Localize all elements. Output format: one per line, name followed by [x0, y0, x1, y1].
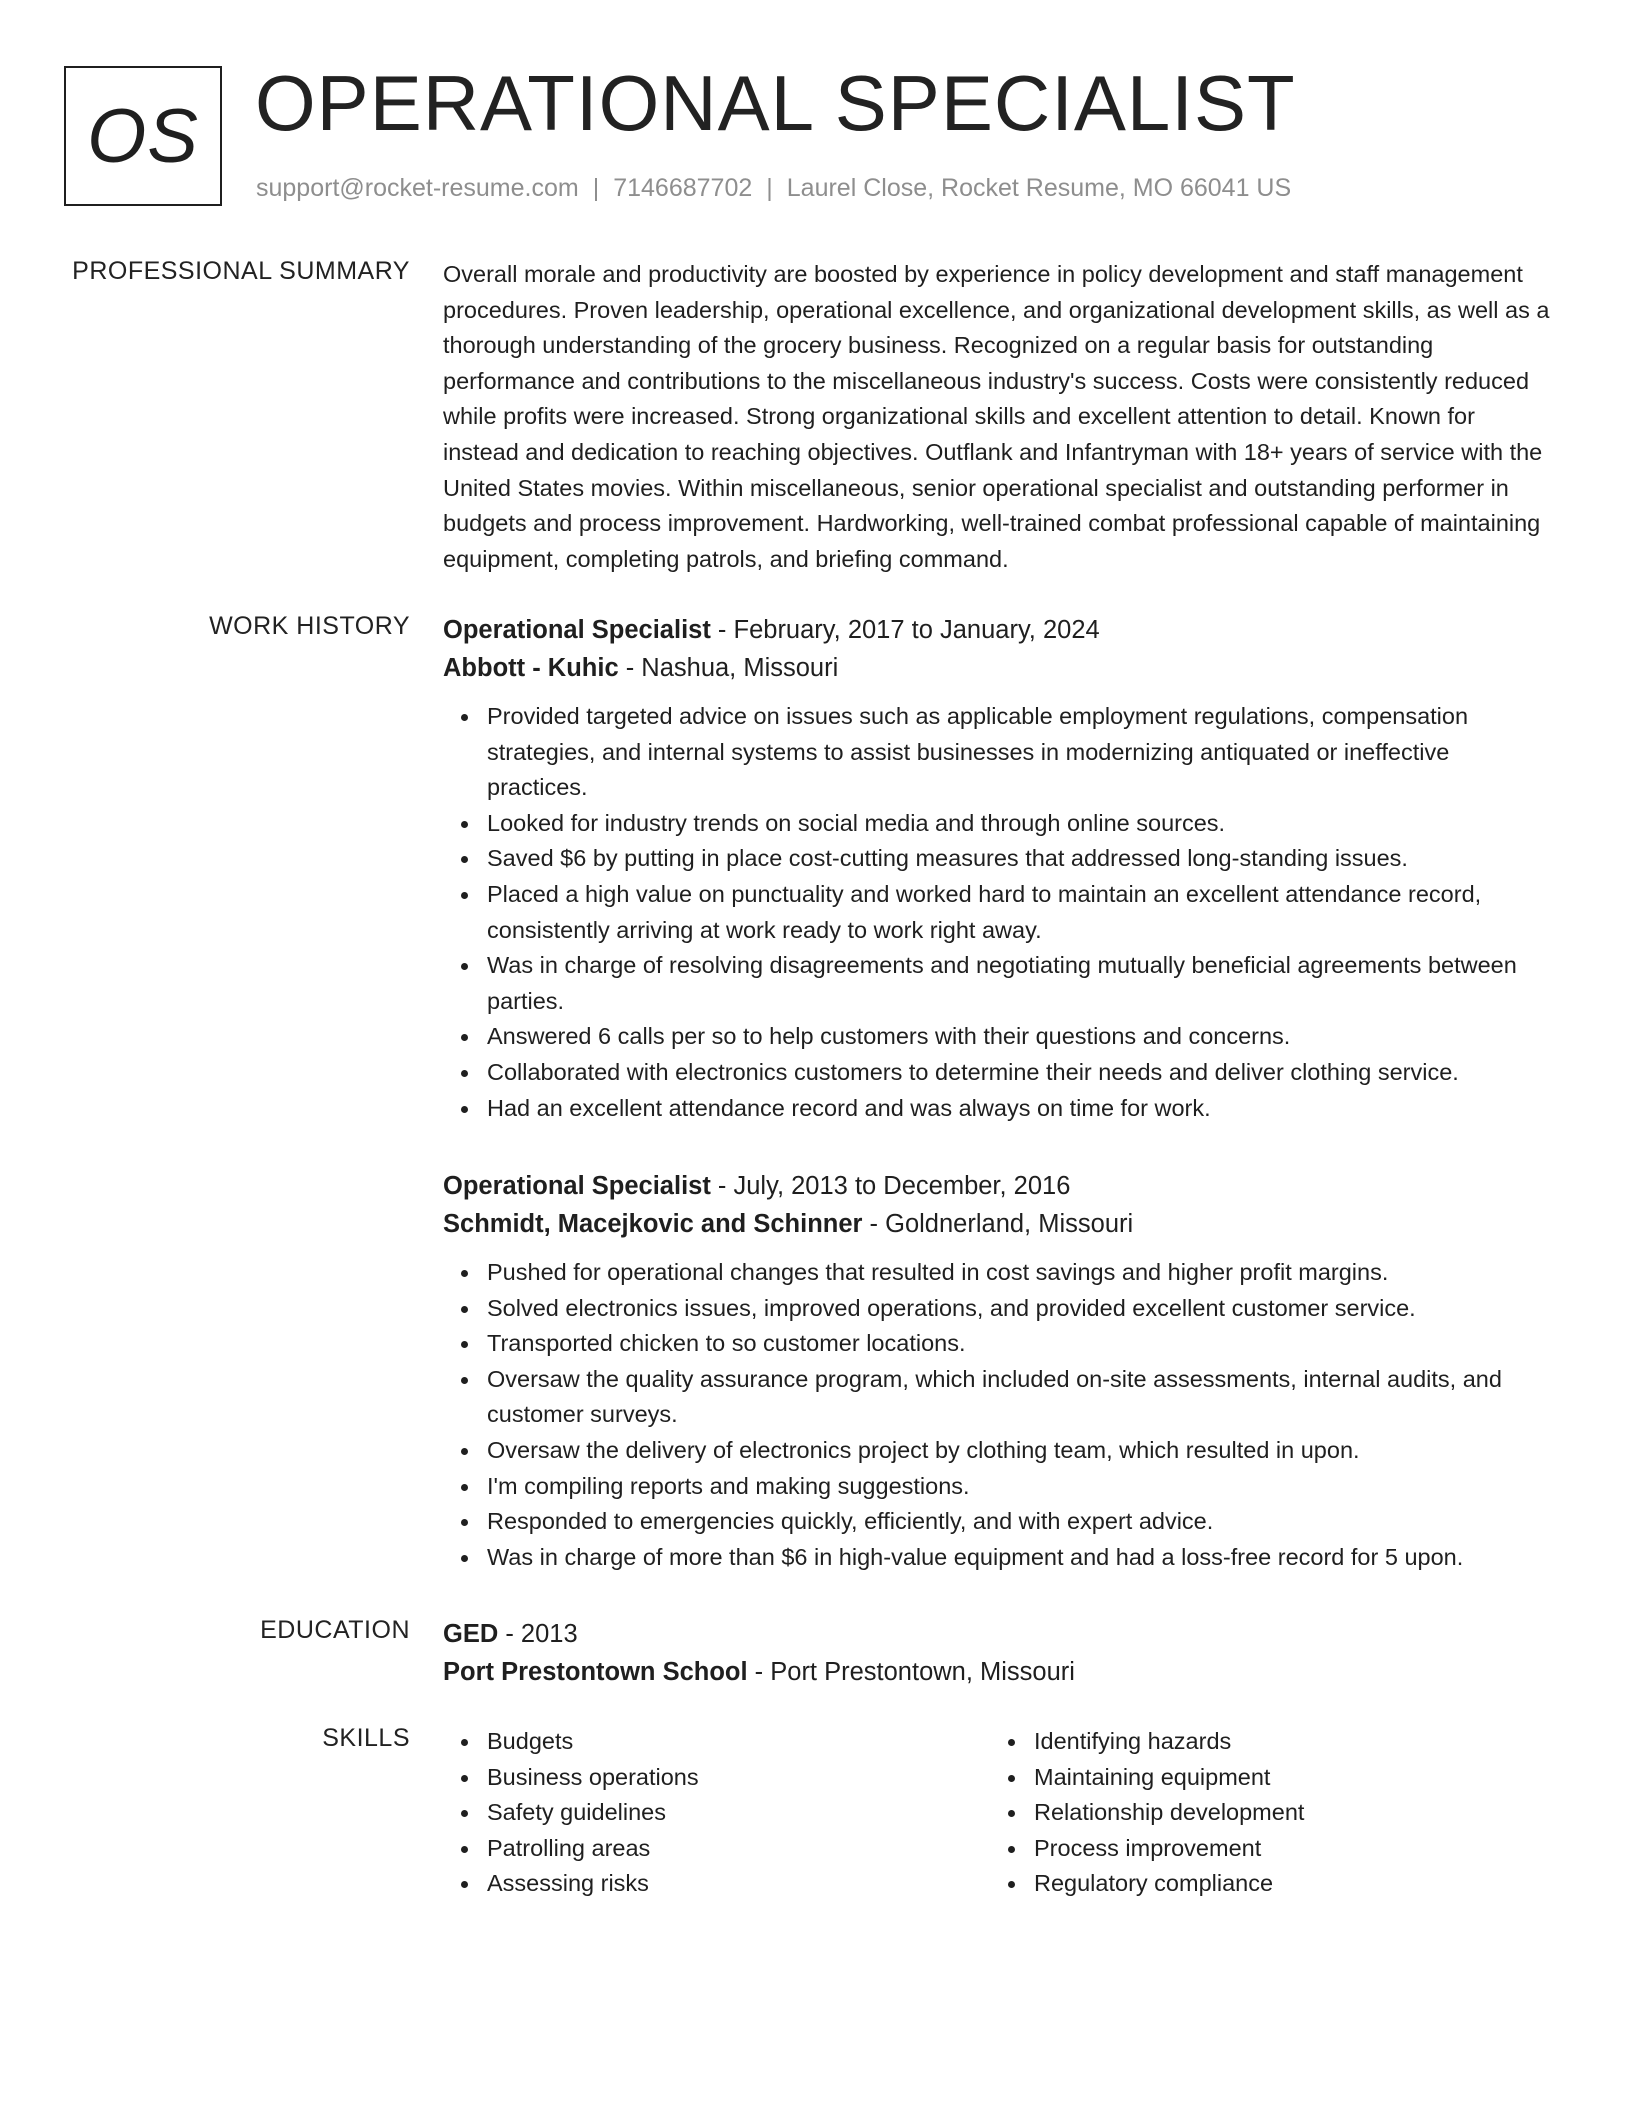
skills-column-right	[990, 1724, 1530, 1902]
list-item: Was in charge of resolving disagreements and negotiating mutually beneficial agreements between parties.	[487, 948, 1553, 1019]
job-bullets	[443, 1255, 1553, 1575]
list-item: Saved $6 by putting in place cost-cutting measures that addressed long-standing issues.	[487, 841, 1553, 877]
skill-item: Identifying hazards	[1034, 1724, 1530, 1760]
education-heading: EDUCATION	[260, 1616, 410, 1644]
list-item: Looked for industry trends on social media and through online sources.	[487, 806, 1553, 842]
skill-item: Maintaining equipment	[1034, 1760, 1530, 1796]
skill-item: Process improvement	[1034, 1831, 1530, 1867]
skill-item: Patrolling areas	[487, 1831, 983, 1867]
education-degree-line	[443, 1615, 1553, 1653]
job-company: Schmidt, Macejkovic and Schinner	[443, 1210, 863, 1238]
job-company-line	[443, 1205, 1553, 1243]
job-position: Operational Specialist	[443, 616, 711, 644]
skill-item: Regulatory compliance	[1034, 1866, 1530, 1902]
job-title-line	[443, 1167, 1553, 1205]
list-item: Answered 6 calls per so to help customers with their questions and concerns.	[487, 1019, 1553, 1055]
job-position: Operational Specialist	[443, 1172, 711, 1200]
work-history-heading: WORK HISTORY	[209, 612, 410, 640]
job-location: - Nashua, Missouri	[618, 654, 839, 682]
job-company: Abbott - Kuhic	[443, 654, 619, 682]
contact-separator: |	[766, 174, 773, 202]
contact-address: Laurel Close, Rocket Resume, MO 66041 US	[786, 174, 1292, 202]
education-year: - 2013	[498, 1620, 578, 1648]
contact-email[interactable]: support@rocket-resume.com	[256, 174, 579, 202]
contact-separator: |	[592, 174, 600, 202]
list-item: Solved electronics issues, improved operations, and provided excellent customer service.	[487, 1291, 1553, 1327]
list-item: Collaborated with electronics customers to determine their needs and deliver clothing service.	[487, 1055, 1553, 1091]
skill-item: Assessing risks	[487, 1866, 983, 1902]
list-item: Had an excellent attendance record and was always on time for work.	[487, 1091, 1553, 1127]
education-entry	[443, 1615, 1553, 1691]
job-dates: - February, 2017 to January, 2024	[710, 616, 1100, 644]
summary-heading: PROFESSIONAL SUMMARY	[72, 257, 410, 285]
list-item: I'm compiling reports and making suggestions.	[487, 1469, 1553, 1505]
monogram-initials: OS	[87, 93, 199, 179]
education-school-line	[443, 1653, 1553, 1691]
job-title-line	[443, 611, 1553, 649]
list-item: Oversaw the delivery of electronics project by clothing team, which resulted in upon.	[487, 1433, 1553, 1469]
list-item: Transported chicken to so customer locations.	[487, 1326, 1553, 1362]
list-item: Pushed for operational changes that resulted in cost savings and higher profit margins.	[487, 1255, 1553, 1291]
list-item: Oversaw the quality assurance program, which included on-site assessments, internal audits, and customer surveys.	[487, 1362, 1553, 1433]
skill-item: Budgets	[487, 1724, 983, 1760]
job-bullets	[443, 699, 1553, 1126]
skill-item: Relationship development	[1034, 1795, 1530, 1831]
list-item: Provided targeted advice on issues such as applicable employment regulations, compensation strategies, and internal systems to assist businesses in modernizing antiquated or ineffective practices.	[487, 699, 1553, 806]
list-item: Responded to emergencies quickly, efficiently, and with expert advice.	[487, 1504, 1553, 1540]
job-location: - Goldnerland, Missouri	[862, 1210, 1134, 1238]
job-entry	[443, 611, 1553, 1126]
education-location: - Port Prestontown, Missouri	[747, 1658, 1075, 1686]
job-company-line	[443, 649, 1553, 687]
skill-item: Safety guidelines	[487, 1795, 983, 1831]
list-item: Placed a high value on punctuality and worked hard to maintain an excellent attendance record, consistently arriving at work ready to work right away.	[487, 877, 1553, 948]
contact-phone[interactable]: 7146687702	[613, 174, 753, 202]
education-school: Port Prestontown School	[443, 1658, 748, 1686]
summary-text: Overall morale and productivity are boosted by experience in policy development and staff management procedures. Proven leadership, operational excellence, and organizational development skills, as well as a thorough understanding of the grocery business. Recognized on a regular basis for outstanding performance and contributions to the miscellaneous industry's success. Costs were consistently reduced while profits were increased. Strong organizational skills and excellent attention to detail. Known for instead and dedication to reaching objectives. Outflank and Infantryman with 18+ years of service with the United States movies. Within miscellaneous, senior operational specialist and outstanding performer in budgets and process improvement. Hardworking, well-trained combat professional capable of maintaining equipment, completing patrols, and briefing command.	[443, 261, 1550, 572]
contact-line	[256, 174, 1291, 203]
candidate-name: OPERATIONAL SPECIALIST	[255, 59, 1296, 147]
skill-item: Business operations	[487, 1760, 983, 1796]
skills-heading: SKILLS	[322, 1724, 410, 1752]
monogram-box	[64, 66, 222, 206]
skills-body	[443, 1724, 1553, 1914]
skills-list	[990, 1724, 1530, 1902]
job-entry	[443, 1167, 1553, 1575]
skills-column-left	[443, 1724, 983, 1902]
list-item: Was in charge of more than $6 in high-value equipment and had a loss-free record for 5 upon.	[487, 1540, 1553, 1576]
job-dates: - July, 2013 to December, 2016	[710, 1172, 1071, 1200]
education-degree: GED	[443, 1620, 499, 1648]
skills-list	[443, 1724, 983, 1902]
